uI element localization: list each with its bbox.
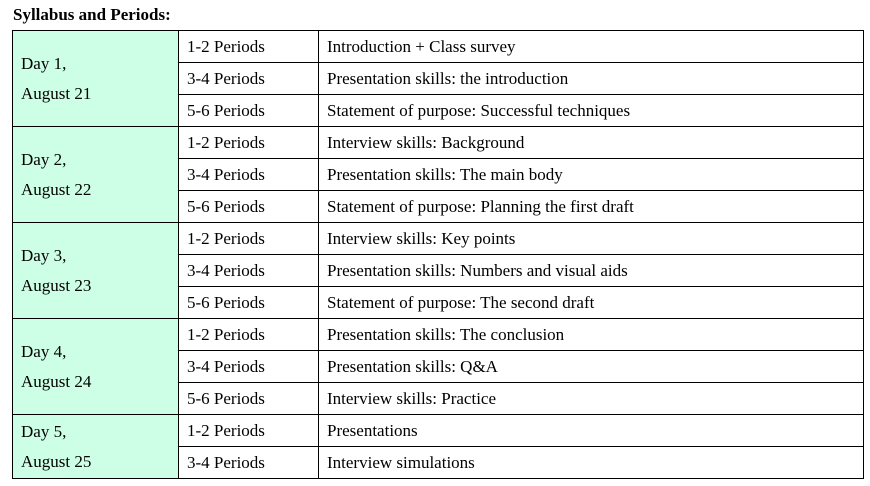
period-cell: 3-4 Periods xyxy=(179,255,319,287)
period-cell: 1-2 Periods xyxy=(179,223,319,255)
period-cell: 3-4 Periods xyxy=(179,159,319,191)
day-date: August 23 xyxy=(21,275,92,295)
session-row xyxy=(13,127,864,159)
period-cell: 5-6 Periods xyxy=(179,383,319,415)
topic-cell: Presentation skills: the introduction xyxy=(319,63,864,95)
period-cell: 1-2 Periods xyxy=(179,319,319,351)
page-title: Syllabus and Periods: xyxy=(13,5,171,24)
session-row xyxy=(13,31,864,63)
period-cell: 1-2 Periods xyxy=(179,127,319,159)
day-cell xyxy=(13,415,179,479)
topic-cell: Presentation skills: Q&A xyxy=(319,351,864,383)
day-cell xyxy=(13,127,179,223)
topic-cell: Introduction + Class survey xyxy=(319,31,864,63)
session-row xyxy=(13,319,864,351)
topic-cell: Interview skills: Key points xyxy=(319,223,864,255)
period-cell: 5-6 Periods xyxy=(179,95,319,127)
period-cell: 5-6 Periods xyxy=(179,287,319,319)
period-cell: 5-6 Periods xyxy=(179,191,319,223)
day-label: Day 5, xyxy=(21,421,67,441)
day-label: Day 4, xyxy=(21,341,67,361)
period-cell: 3-4 Periods xyxy=(179,351,319,383)
day-label: Day 2, xyxy=(21,149,67,169)
period-cell: 1-2 Periods xyxy=(179,415,319,447)
session-row xyxy=(13,415,864,447)
day-date: August 21 xyxy=(21,83,92,103)
day-label: Day 3, xyxy=(21,245,67,265)
topic-cell: Statement of purpose: Successful techniques xyxy=(319,95,864,127)
session-row xyxy=(13,223,864,255)
topic-cell: Interview simulations xyxy=(319,447,864,479)
syllabus-table xyxy=(12,30,864,479)
day-cell xyxy=(13,31,179,127)
day-cell xyxy=(13,319,179,415)
syllabus-table-body xyxy=(13,31,864,479)
topic-cell: Interview skills: Practice xyxy=(319,383,864,415)
day-label: Day 1, xyxy=(21,53,67,73)
day-date: August 22 xyxy=(21,179,92,199)
day-cell xyxy=(13,223,179,319)
topic-cell: Statement of purpose: The second draft xyxy=(319,287,864,319)
day-date: August 24 xyxy=(21,371,92,391)
topic-cell: Presentation skills: The conclusion xyxy=(319,319,864,351)
period-cell: 3-4 Periods xyxy=(179,447,319,479)
topic-cell: Presentation skills: The main body xyxy=(319,159,864,191)
topic-cell: Statement of purpose: Planning the first draft xyxy=(319,191,864,223)
period-cell: 1-2 Periods xyxy=(179,31,319,63)
topic-cell: Interview skills: Background xyxy=(319,127,864,159)
period-cell: 3-4 Periods xyxy=(179,63,319,95)
topic-cell: Presentations xyxy=(319,415,864,447)
topic-cell: Presentation skills: Numbers and visual aids xyxy=(319,255,864,287)
day-date: August 25 xyxy=(21,451,92,471)
